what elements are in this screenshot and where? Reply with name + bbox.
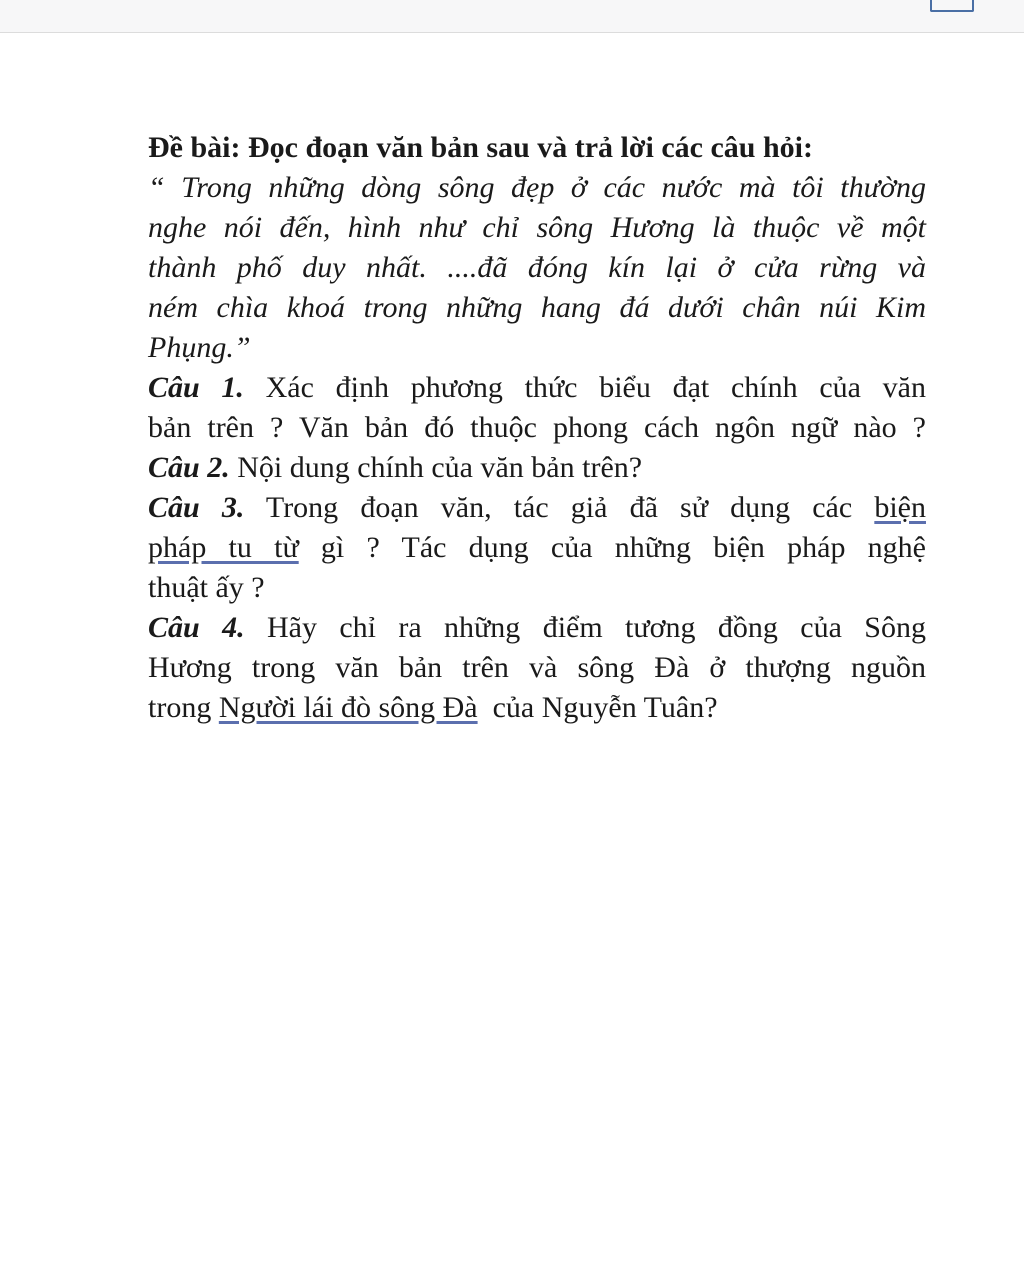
question-4-label: Câu 4. xyxy=(148,611,245,644)
question-4-text-3-post: của Nguyễn Tuân? xyxy=(477,691,718,724)
question-2-label: Câu 2. xyxy=(148,451,230,484)
question-1-line-1 xyxy=(148,368,926,408)
quote-line-2: nghe nói đến, hình như chỉ sông Hương là thuộc về một xyxy=(148,211,926,244)
question-1-text-1: Xác định phương thức biểu đạt chính của văn xyxy=(243,371,926,404)
quote-line-3: thành phố duy nhất. ....đã đóng kín lại ở cửa rừng và xyxy=(148,251,926,284)
question-1-label: Câu 1. xyxy=(148,371,244,404)
quote-line-4: ném chìa khoá trong những hang đá dưới chân núi Kim xyxy=(148,291,926,324)
question-3-text-2: gì ? Tác dụng của những biện pháp nghệ xyxy=(298,531,926,564)
question-4-line-3 xyxy=(148,688,926,728)
question-3-line-1 xyxy=(148,488,926,528)
quote-line-1: “ Trong những dòng sông đẹp ở các nước mà tôi thường xyxy=(148,171,926,204)
quote-block xyxy=(148,168,926,368)
question-3-text-1: Trong đoạn văn, tác giả đã sử dụng các xyxy=(244,491,875,524)
question-4 xyxy=(148,608,926,728)
top-toolbar xyxy=(0,0,1024,33)
question-2 xyxy=(148,448,926,488)
link-nguoi-lai-do-song-da[interactable]: Người lái đò sông Đà xyxy=(218,691,478,724)
question-3 xyxy=(148,488,926,608)
question-4-text-1: Hãy chỉ ra những điểm tương đồng của Sông xyxy=(244,611,926,644)
link-bien-phap-tu-tu-part-1[interactable]: biện xyxy=(874,491,926,524)
question-1 xyxy=(148,368,926,448)
document-heading: Đề bài: Đọc đoạn văn bản sau và trả lời các câu hỏi: xyxy=(148,131,813,164)
question-3-text-3: thuật ấy ? xyxy=(148,571,265,604)
question-2-line-1 xyxy=(148,448,926,488)
question-1-text-2: bản trên ? Văn bản đó thuộc phong cách ngôn ngữ nào ? xyxy=(148,411,926,444)
question-3-label: Câu 3. xyxy=(148,491,245,524)
question-4-line-1 xyxy=(148,608,926,648)
document-body xyxy=(148,128,926,728)
question-4-text-2: Hương trong văn bản trên và sông Đà ở thượng nguồn xyxy=(148,651,926,684)
question-3-line-2 xyxy=(148,528,926,568)
quote-line-5: Phụng.” xyxy=(148,331,251,364)
question-2-text-1: Nội dung chính của văn bản trên? xyxy=(229,451,643,484)
question-4-text-3-pre: trong xyxy=(148,691,219,724)
link-bien-phap-tu-tu-part-2[interactable]: pháp tu từ xyxy=(148,531,299,564)
window-control-icon[interactable] xyxy=(930,0,974,12)
